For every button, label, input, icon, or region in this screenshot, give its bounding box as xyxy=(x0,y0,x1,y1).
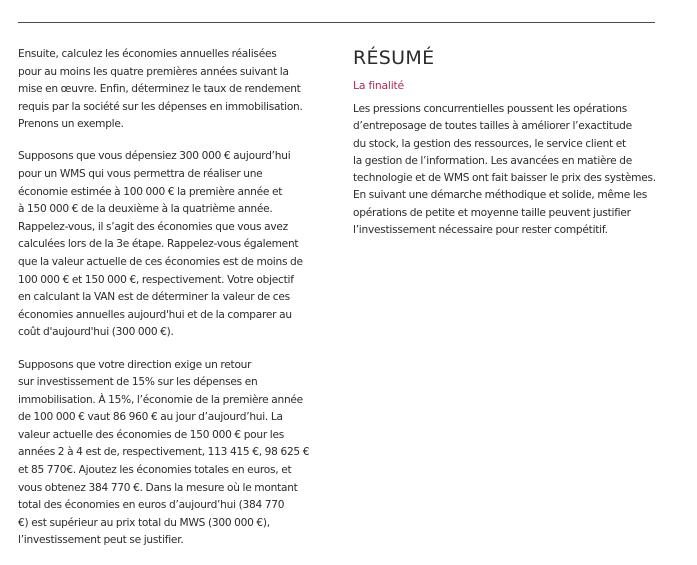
paragraph-intro: Ensuite, calculez les économies annuelles réalisées pour au moins les quatre premières années suivant la mise en œuvre. Enfin, déterminez le taux de rendement requis par la société sur les dépenses en immobilisation. Prenons un exemple. xyxy=(18,48,303,131)
summary-paragraph: Les pressions concurrentielles poussent les opérations d’entreposage de toutes tailles à améliorer l’exactitude du stock, la gestion des ressources, le service client et la gestion de l’information. Les avancées en matière de technologie et de WMS ont fait baisser le prix des systèmes. En suivant une démarche méthodique et solide, même les opérations de petite et moyenne taille peuvent justifier l’investissement nécessaire pour rester compétitif. xyxy=(353,103,656,237)
summary-subheading: La finalité xyxy=(353,79,404,92)
top-divider-rule xyxy=(18,22,655,23)
right-column-summary xyxy=(353,46,673,254)
paragraph-example: Supposons que vous dépensiez 300 000 € aujourd’hui pour un WMS qui vous permettra de réaliser une économie estimée à 100 000 € la première année et à 150 000 € de la deuxième à la quatrième année. Rappelez-vous, il s’agit des économies que vous avez calculées lors de la 3e étape. Rappelez-vous également que la valeur actuelle de ces économies est de moins de 100 000 € et 150 000 €, respectivement. Votre objectif en calculant la VAN est de déterminer la valeur de ces économies annuelles aujourd'hui et de la comparer au coût d'aujourd'hui (300 000 €). xyxy=(18,150,303,339)
paragraph-calculation: Supposons que votre direction exige un retour sur investissement de 15% sur les dépenses en immobilisation. À 15%, l’économie de la première année de 100 000 € vaut 86 960 € au jour d’aujourd’hui. La valeur actuelle des économies de 150 000 € pour les années 2 à 4 est de, respectivement, 113 415 €, 98 625 € et 85 770€. Ajoutez les économies totales en euros, et vous obtenez 384 770 €. Dans la mesure où le montant total des économies en euros d’aujourd’hui (384 770 €) est supérieur au prix total du MWS (300 000 €), l’investissement peut se justifier. xyxy=(18,358,310,547)
left-column xyxy=(18,46,328,565)
summary-heading: RÉSUMÉ xyxy=(353,47,435,69)
